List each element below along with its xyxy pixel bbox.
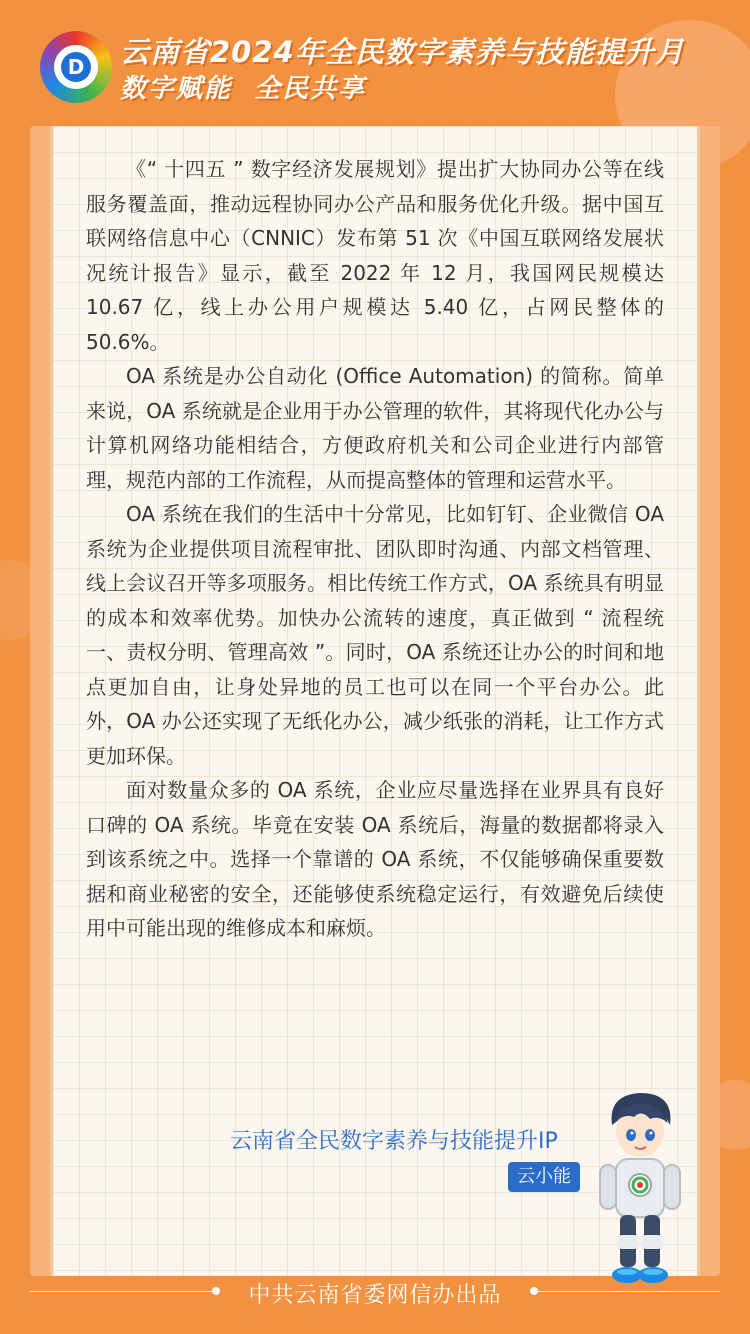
article-paragraph: 《“ 十四五 ” 数字经济发展规划》提出扩大协同办公等在线服务覆盖面，推动远程协同办公产品和服务优化升级。据中国互联网络信息中心（CNNIC）发布第 51 次《中国互联网络发展状况统计报告》显示，截至 2022 年 12 月，我国网民规模达 10.67 亿，线上办公用户规模达 5.40 亿，占网民整体的 50.6%。: [86, 157, 664, 354]
article-paragraph: OA 系统在我们的生活中十分常见，比如钉钉、企业微信 OA 系统为企业提供项目流程审批、团队即时沟通、内部文档管理、线上会议召开等多项服务。相比传统工作方式，OA 系统具有明显的成本和效率优势。加快办公流转的速度，真正做到 “ 流程统一、责权分明、管理高效 ”。同时，OA 系统还让办公的时间和地点更加自由，让身处异地的员工也可以在同一个平台办公。此外，OA 办公还实现了无纸化办公，减少纸张的消耗，让工作方式更加环保。: [86, 502, 664, 768]
article-paragraph: OA 系统是办公自动化 (Office Automation) 的简称。简单来说，OA 系统就是企业用于办公管理的软件，其将现代化办公与计算机网络功能相结合，方便政府机关和公司企业进行内部管理，规范内部的工作流程，从而提高整体的管理和运营水平。: [86, 364, 664, 492]
mascot-name-badge: 云小能: [508, 1162, 580, 1192]
yunxiaoneng-mascot-icon: [590, 1085, 690, 1295]
page-header: [0, 0, 750, 120]
signature-text: 云南省全民数字素养与技能提升IP: [230, 1129, 558, 1154]
page-subtitle: 数字赋能 全民共享: [120, 74, 367, 104]
footer-publisher: 中共云南省委网信办出品: [248, 1283, 502, 1308]
page-title: 云南省2024年全民数字素养与技能提升月: [120, 35, 685, 69]
article-paragraph: 面对数量众多的 OA 系统，企业应尽量选择在业界具有良好口碑的 OA 系统。毕竟在安装 OA 系统后，海量的数据都将录入到该系统之中。选择一个靠谱的 OA 系统，不仅能够确保重要数据和商业秘密的安全，还能够使系统稳定运行，有效避免后续使用中可能出现的维修成本和麻烦。: [86, 778, 664, 940]
article-body: [86, 152, 664, 946]
digital-literacy-logo-icon: D: [40, 31, 112, 103]
